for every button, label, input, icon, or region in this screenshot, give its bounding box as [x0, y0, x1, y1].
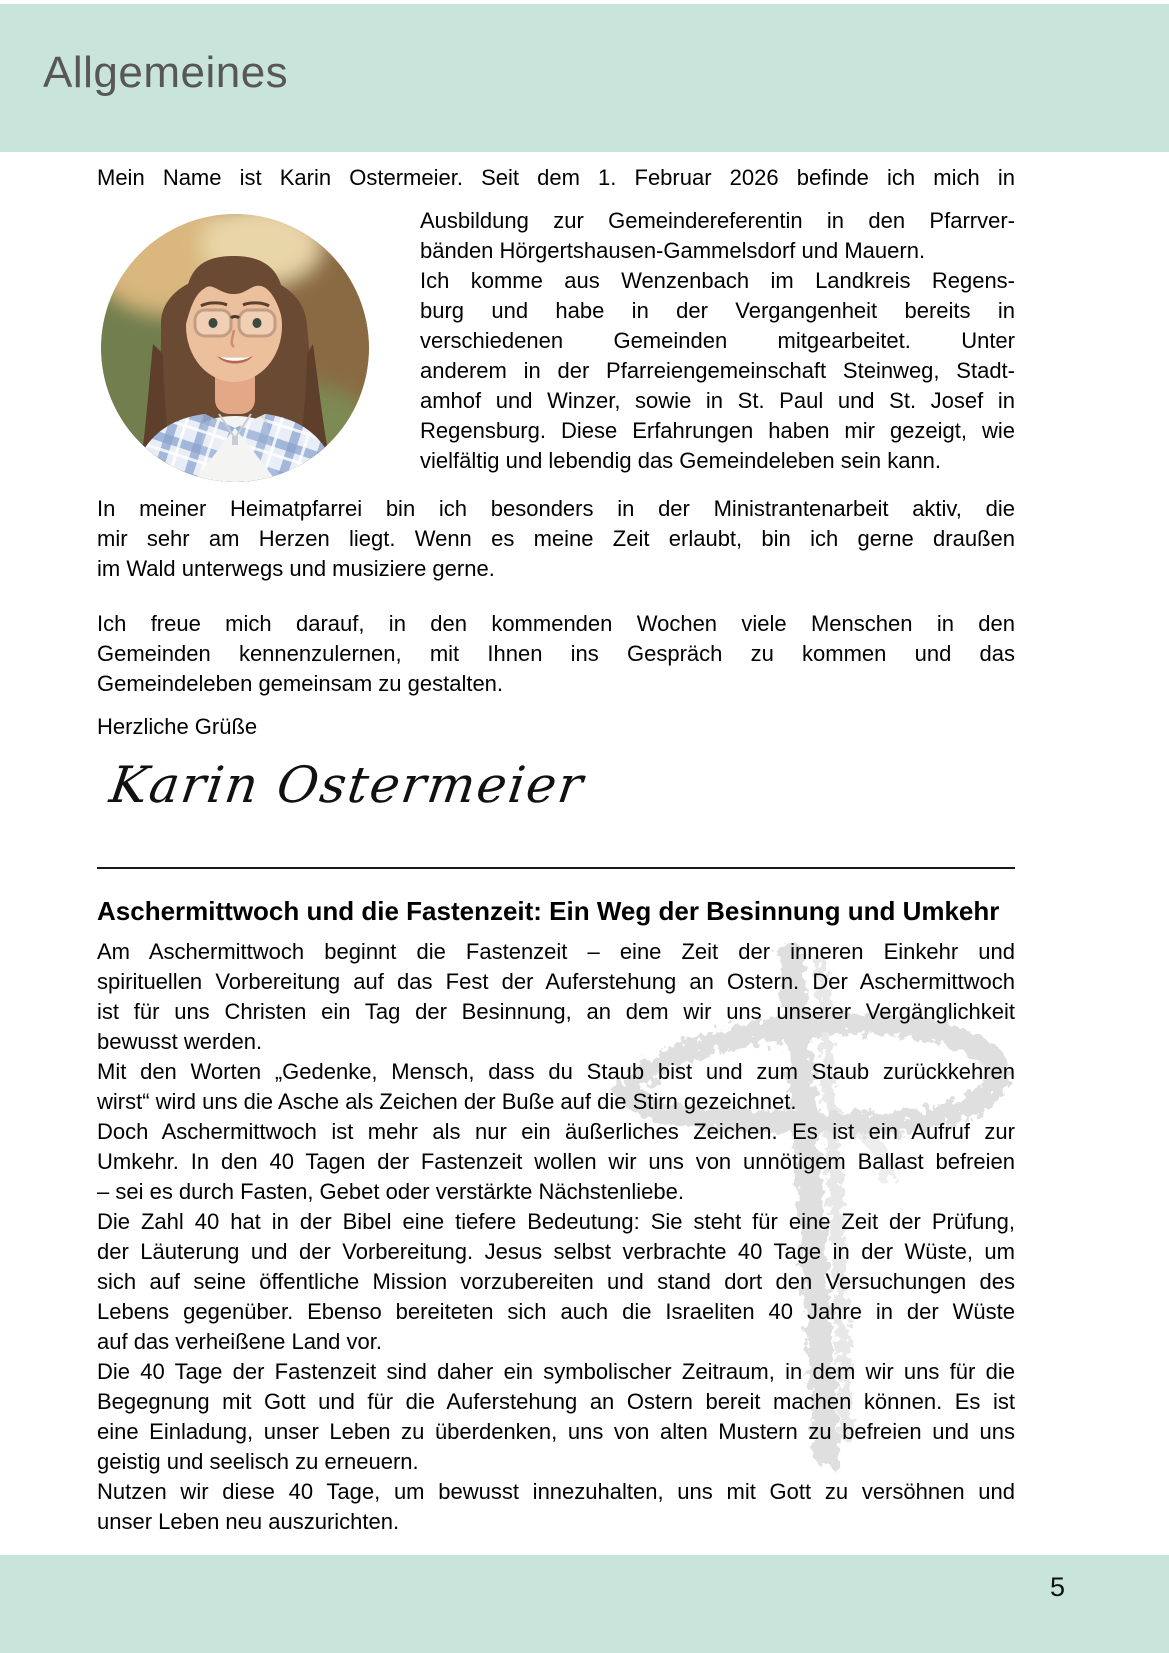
closing-line: Herzliche Grüße — [97, 714, 258, 739]
text-line: Regensburg. Diese Erfahrungen haben mir gezeigt, wie — [420, 418, 1015, 443]
signature: Karin Ostermeier — [106, 756, 589, 814]
text-line: spirituellen Vorbereitung auf das Fest der Auferstehung an Ostern. Der Aschermittwoch — [97, 969, 1015, 994]
article-body — [97, 937, 1015, 1537]
page-title: Allgemeines — [43, 48, 289, 97]
text-line: wirst“ wird uns die Asche als Zeichen der Buße auf die Stirn gezeichnet. — [97, 1089, 797, 1114]
text-line: bänden Hörgertshausen-Gammelsdorf und Mauern. — [420, 238, 926, 263]
text-line: Mit den Worten „Gedenke, Mensch, dass du Staub bist und zum Staub zurückkehren — [97, 1059, 1015, 1084]
text-line: der Läuterung und der Vorbereitung. Jesus selbst verbrachte 40 Tage in der Wüste, um — [97, 1239, 1015, 1264]
page-number: 5 — [1050, 1572, 1066, 1602]
text-line: In meiner Heimatpfarrei bin ich besonders in der Ministrantenarbeit aktiv, die — [97, 496, 1015, 521]
text-line: Gemeinden kennenzulernen, mit Ihnen ins Gespräch zu kommen und das — [97, 641, 1015, 666]
text-line: – sei es durch Fasten, Gebet oder verstärkte Nächstenliebe. — [97, 1179, 684, 1204]
intro-first-line: Mein Name ist Karin Ostermeier. Seit dem 1. Februar 2026 befinde ich mich in — [97, 165, 1015, 190]
section-divider — [97, 867, 1015, 869]
text-line: burg und habe in der Vergangenheit bereits in — [420, 298, 1015, 323]
text-line: Umkehr. In den 40 Tagen der Fastenzeit wollen wir uns von unnötigem Ballast befreien — [97, 1149, 1015, 1174]
text-line: Ich freue mich darauf, in den kommenden Wochen viele Menschen in den — [97, 611, 1015, 636]
text-line: Gemeindeleben gemeinsam zu gestalten. — [97, 671, 504, 696]
text-line: Ich komme aus Wenzenbach im Landkreis Regens- — [420, 268, 1015, 293]
portrait-photo — [101, 214, 369, 482]
text-line: Lebens gegenüber. Ebenso bereiteten sich auch die Israeliten 40 Jahre in der Wüste — [97, 1299, 1015, 1324]
paragraph — [97, 494, 1015, 584]
intro-side-text — [420, 206, 1015, 476]
text-line: Die Zahl 40 hat in der Bibel eine tiefere Bedeutung: Sie steht für eine Zeit der Prüfung, — [97, 1209, 1015, 1234]
text-line: unser Leben neu auszurichten. — [97, 1509, 400, 1534]
text-line: Doch Aschermittwoch ist mehr als nur ein äußerliches Zeichen. Es ist ein Aufruf zur — [97, 1119, 1015, 1144]
text-line: amhof und Winzer, sowie in St. Paul und St. Josef in — [420, 388, 1015, 413]
text-line: sich auf seine öffentliche Mission vorzubereiten und stand dort den Versuchungen des — [97, 1269, 1015, 1294]
text-line: anderem in der Pfarreiengemeinschaft Steinweg, Stadt- — [420, 358, 1015, 383]
text-line: im Wald unterwegs und musiziere gerne. — [97, 556, 495, 581]
text-line: Die 40 Tage der Fastenzeit sind daher ein symbolischer Zeitraum, in dem wir uns für die — [97, 1359, 1015, 1384]
text-line: auf das verheißene Land vor. — [97, 1329, 382, 1354]
text-line: verschiedenen Gemeinden mitgearbeitet. Unter — [420, 328, 1015, 353]
paragraph — [420, 266, 1015, 476]
footer-band — [0, 1555, 1169, 1653]
paragraph — [420, 206, 1015, 266]
text-line: Am Aschermittwoch beginnt die Fastenzeit – eine Zeit der inneren Einkehr und — [97, 939, 1015, 964]
article-heading: Aschermittwoch und die Fastenzeit: Ein Weg der Besinnung und Umkehr — [97, 896, 1000, 926]
text-line: bewusst werden. — [97, 1029, 263, 1054]
text-line: Ausbildung zur Gemeindereferentin in den Pfarrver- — [420, 208, 1015, 233]
paragraph — [97, 609, 1015, 699]
text-line: geistig und seelisch zu erneuern. — [97, 1449, 419, 1474]
text-line: eine Einladung, unser Leben zu überdenken, uns von alten Mustern zu befreien und uns — [97, 1419, 1015, 1444]
text-line: Begegnung mit Gott und für die Auferstehung an Ostern bereit machen können. Es ist — [97, 1389, 1015, 1414]
text-line: mir sehr am Herzen liegt. Wenn es meine Zeit erlaubt, bin ich gerne draußen — [97, 526, 1015, 551]
text-line: vielfältig und lebendig das Gemeindeleben sein kann. — [420, 448, 942, 473]
text-line: ist für uns Christen ein Tag der Besinnung, an dem wir uns unserer Vergänglichkeit — [97, 999, 1015, 1024]
text-line: Nutzen wir diese 40 Tage, um bewusst innezuhalten, uns mit Gott zu versöhnen und — [97, 1479, 1015, 1504]
